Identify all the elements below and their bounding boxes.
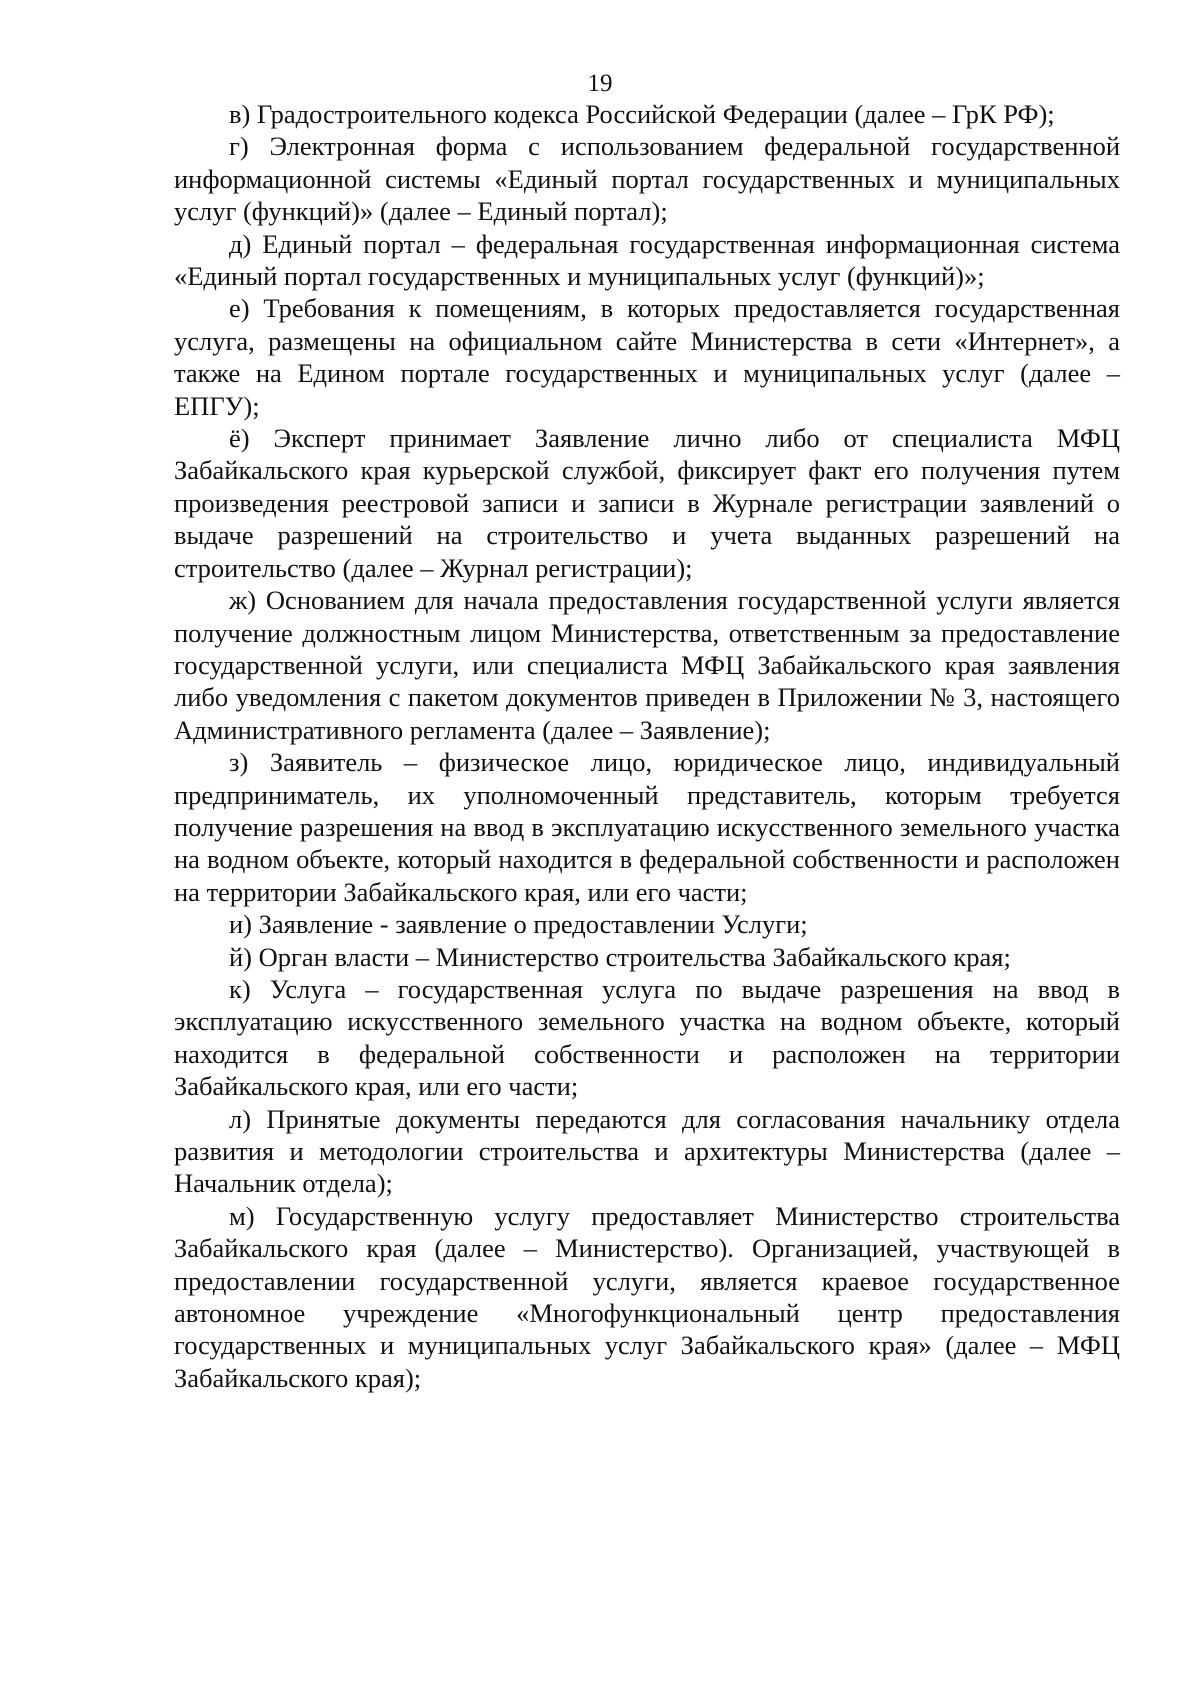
paragraph-i: и) Заявление - заявление о предоставлении Услуги; xyxy=(229,909,808,940)
paragraph-yo: ё) Эксперт принимает Заявление лично либо от специалиста МФЦ Забайкальского края курьерской службой, фиксирует факт его получения путем произведения реестровой записи и записи в Журнале регистрации заявлений о выдаче разрешений на строительство и учета выданных разрешений на строительство (далее – Журнал регистрации); xyxy=(174,423,1120,583)
paragraph-m: м) Государственную услугу предоставляет Министерство строительства Забайкальского края (далее – Министерство). Организацией, участвующей в предоставлении государственной услуги, является краевое государственное автономное учреждение «Многофункциональный центр предоставления государственных и муниципальных услуг Забайкальского края» (далее – МФЦ Забайкальского края); xyxy=(174,1200,1120,1393)
document-body xyxy=(174,98,1120,1394)
paragraph-e: е) Требования к помещениям, в которых предоставляется государственная услуга, размещены на официальном сайте Министерства в сети «Интернет», а также на Едином портале государственных и муниципальных услуг (далее – ЕПГУ); xyxy=(174,293,1120,421)
paragraph-zh: ж) Основанием для начала предоставления государственной услуги является получение должностным лицом Министерства, ответственным за предоставление государственной услуги, или специалиста МФЦ Забайкальского края заявления либо уведомления с пакетом документов приведен в Приложении № 3, настоящего Административного регламента (далее – Заявление); xyxy=(174,585,1120,745)
paragraph-y: й) Орган власти – Министерство строительства Забайкальского края; xyxy=(229,941,1011,972)
paragraph-l: л) Принятые документы передаются для согласования начальнику отдела развития и методологии строительства и архитектуры Министерства (далее – Начальник отдела); xyxy=(174,1103,1120,1199)
paragraph-z: з) Заявитель – физическое лицо, юридическое лицо, индивидуальный предприниматель, их уполномоченный представитель, которым требуется получение разрешения на ввод в эксплуатацию искусственного земельного участка на водном объекте, который находится в федеральной собственности и расположен на территории Забайкальского края, или его части; xyxy=(174,747,1120,907)
page-number: 19 xyxy=(587,70,613,97)
paragraph-g: г) Электронная форма с использованием федеральной государственной информационной системы «Единый портал государственных и муниципальных услуг (функций)» (далее – Единый портал); xyxy=(174,131,1120,227)
paragraph-d: д) Единый портал – федеральная государственная информационная система «Единый портал государственных и муниципальных услуг (функций)»; xyxy=(174,228,1120,292)
paragraph-v: в) Градостроительного кодекса Российской Федерации (далее – ГрК РФ); xyxy=(229,99,1055,129)
paragraph-k: к) Услуга – государственная услуга по выдаче разрешения на ввод в эксплуатацию искусственного земельного участка на водном объекте, который находится в федеральной собственности и расположен на территории Забайкальского края, или его части; xyxy=(174,973,1120,1102)
